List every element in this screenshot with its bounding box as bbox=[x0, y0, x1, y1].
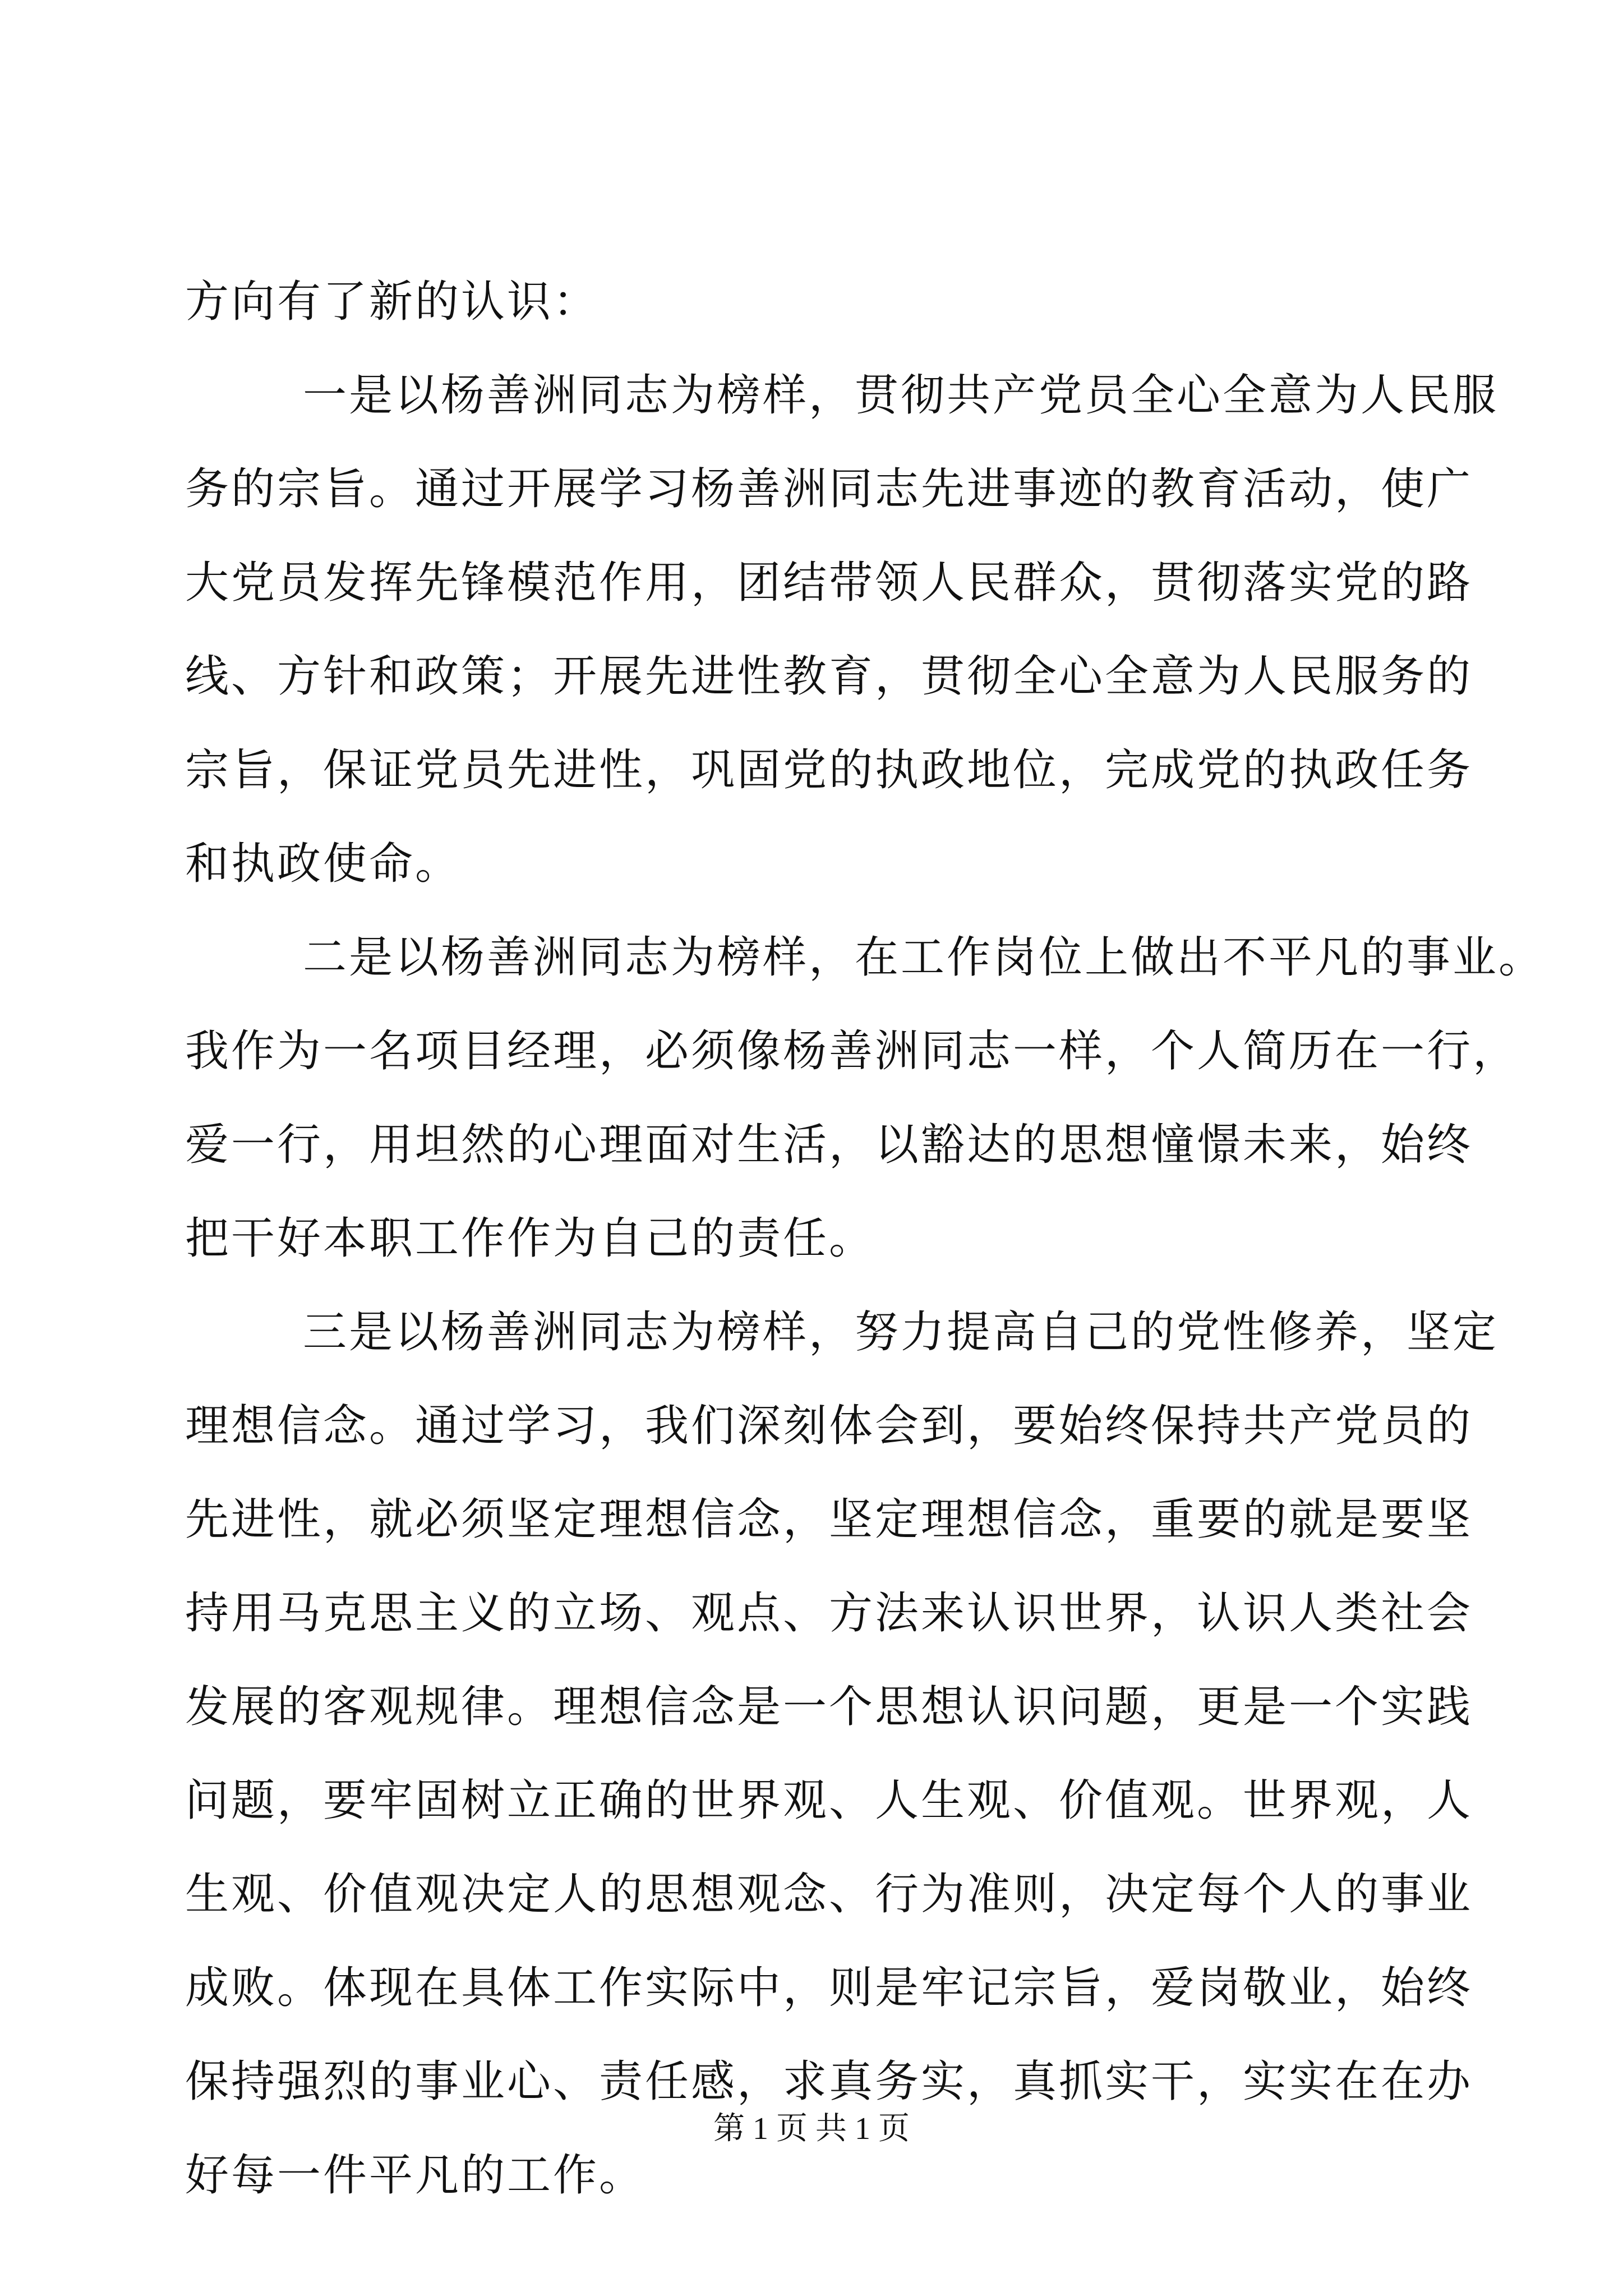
body-line: 把干好本职工作作为自己的责任。 bbox=[185, 1213, 875, 1264]
body-line: 生观、价值观决定人的思想观念、行为准则，决定每个人的事业 bbox=[185, 1869, 1473, 1920]
body-line: 好每一件平凡的工作。 bbox=[185, 2150, 645, 2201]
body-line: 发展的客观规律。理想信念是一个思想认识问题，更是一个实践 bbox=[185, 1682, 1473, 1732]
body-line: 大党员发挥先锋模范作用，团结带领人民群众，贯彻落实党的路 bbox=[185, 558, 1473, 608]
body-line: 宗旨，保证党员先进性，巩固党的执政地位，完成党的执政任务 bbox=[185, 745, 1473, 795]
body-line: 持用马克思主义的立场、观点、方法来认识世界，认识人类社会 bbox=[185, 1588, 1473, 1639]
body-line: 线、方针和政策；开展先进性教育，贯彻全心全意为人民服务的 bbox=[185, 651, 1473, 702]
body-line: 和执政使命。 bbox=[185, 839, 462, 889]
body-line: 理想信念。通过学习，我们深刻体会到，要始终保持共产党员的 bbox=[185, 1401, 1473, 1451]
body-line: 成败。体现在具体工作实际中，则是牢记宗旨，爱岗敬业，始终 bbox=[185, 1963, 1473, 2013]
paragraph-1-start: 一是以杨善洲同志为榜样，贯彻共产党员全心全意为人民服 bbox=[303, 370, 1499, 421]
body-line: 爱一行，用坦然的心理面对生活，以豁达的思想憧憬未来，始终 bbox=[185, 1120, 1473, 1170]
body-line: 问题，要牢固树立正确的世界观、人生观、价值观。世界观，人 bbox=[185, 1775, 1473, 1826]
paragraph-2-start: 二是以杨善洲同志为榜样，在工作岗位上做出不平凡的事业。 bbox=[303, 932, 1545, 983]
document-body bbox=[185, 255, 1545, 2223]
body-line: 保持强烈的事业心、责任感，求真务实，真抓实干，实实在在办 bbox=[185, 2056, 1473, 2107]
page-number-label: 第 1 页 共 1 页 bbox=[713, 2111, 910, 2146]
paragraph-3-start: 三是以杨善洲同志为榜样，努力提高自己的党性修养，坚定 bbox=[303, 1307, 1499, 1358]
body-line: 方向有了新的认识： bbox=[185, 277, 600, 327]
page-footer bbox=[0, 2106, 1623, 2151]
body-line: 务的宗旨。通过开展学习杨善洲同志先进事迹的教育活动，使广 bbox=[185, 464, 1473, 514]
body-line: 我作为一名项目经理，必须像杨善洲同志一样，个人简历在一行， bbox=[185, 1026, 1519, 1076]
body-line: 先进性，就必须坚定理想信念，坚定理想信念，重要的就是要坚 bbox=[185, 1494, 1473, 1545]
